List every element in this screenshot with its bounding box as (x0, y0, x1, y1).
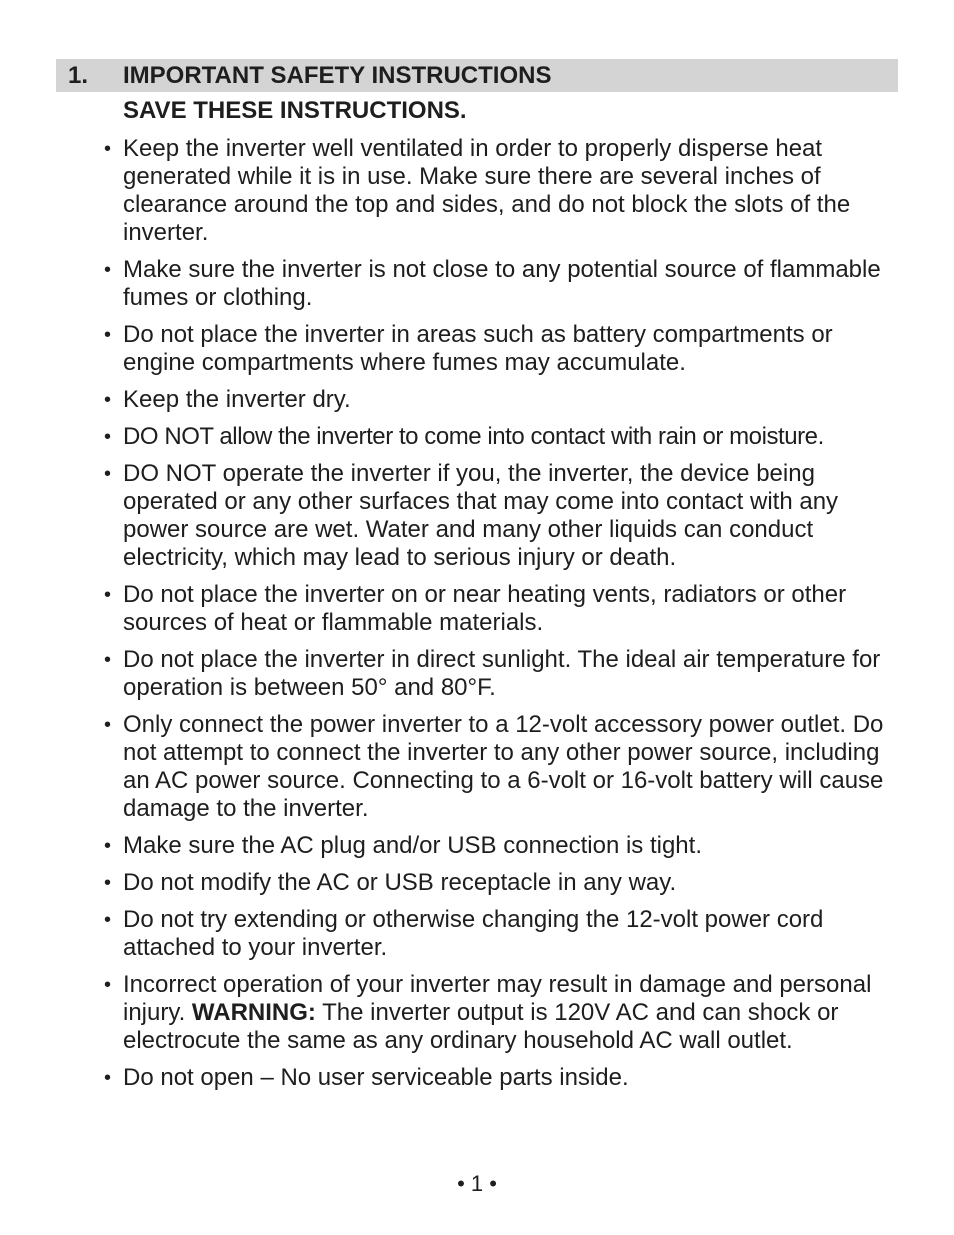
list-item-text: Make sure the inverter is not close to any potential source of flammable fumes or clothing. (123, 256, 881, 311)
list-item-text: Keep the inverter well ventilated in order to properly disperse heat generated while it is in use. Make sure there are several inches of clearance around the top and sides, and do not block the slots of the inverter. (123, 135, 851, 246)
list-item (104, 256, 904, 312)
list-item (104, 581, 904, 637)
bullet-icon: • (104, 463, 112, 485)
list-item-text: Do not place the inverter in direct sunlight. The ideal air temperature for operation is between 50° and 80°F. (123, 646, 881, 701)
list-item (104, 646, 904, 702)
list-item-text-before: Incorrect operation of your inverter may result in damage and personal injury. (123, 971, 872, 1026)
list-item (104, 1064, 904, 1092)
bullet-icon: • (104, 426, 111, 448)
list-item-text: Do not place the inverter in areas such as battery compartments or engine compartments where fumes may accumulate. (123, 321, 833, 376)
bullet-icon: • (104, 584, 112, 606)
warning-label: WARNING: (191, 999, 316, 1026)
list-item (104, 135, 904, 247)
list-item-text: DO NOT operate the inverter if you, the inverter, the device being operated or any other surfaces that may come into contact with any power source are wet. Water and many other liquids can conduct electricity, which may lead to serious injury or death. (123, 460, 839, 571)
list-item (104, 423, 904, 451)
list-item-text: Do not try extending or otherwise changing the 12-volt power cord attached to your inverter. (123, 906, 824, 961)
page-number: • 1 • (457, 1171, 497, 1196)
safety-instructions-list (104, 135, 904, 1101)
bullet-icon: • (104, 324, 112, 346)
bullet-icon: • (104, 714, 112, 736)
list-item-text: Do not place the inverter on or near heating vents, radiators or other sources of heat or flammable materials. (123, 581, 847, 636)
list-item-text: Only connect the power inverter to a 12-volt accessory power outlet. Do not attempt to connect the inverter to any other power source, including an AC power source. Connecting to a 6-volt or 16-volt battery will cause damage to the inverter. (123, 711, 884, 822)
section-title: IMPORTANT SAFETY INSTRUCTIONS (123, 62, 552, 89)
list-item-text: Do not open – No user serviceable parts inside. (123, 1064, 629, 1091)
list-item-text: Keep the inverter dry. (123, 386, 351, 413)
list-item (104, 971, 904, 1055)
list-item-text-after: The inverter output is 120V AC and can shock or electrocute the same as any ordinary household AC wall outlet. (123, 999, 839, 1054)
bullet-icon: • (104, 389, 112, 411)
list-item (104, 832, 904, 860)
list-item-text: DO NOT allow the inverter to come into contact with rain or moisture. (123, 423, 824, 450)
bullet-icon: • (104, 974, 112, 996)
list-item-text: Do not modify the AC or USB receptacle in any way. (123, 869, 677, 896)
save-instructions-heading: SAVE THESE INSTRUCTIONS. (123, 97, 467, 124)
list-item (104, 906, 904, 962)
bullet-icon: • (104, 138, 112, 160)
bullet-icon: • (104, 909, 112, 931)
bullet-icon: • (104, 649, 112, 671)
list-item (104, 321, 904, 377)
section-number: 1. (68, 62, 89, 89)
bullet-icon: • (104, 835, 112, 857)
list-item (104, 869, 904, 897)
list-item (104, 711, 904, 823)
bullet-icon: • (104, 872, 112, 894)
list-item (104, 460, 904, 572)
bullet-icon: • (104, 259, 112, 281)
list-item-text: Make sure the AC plug and/or USB connection is tight. (123, 832, 702, 859)
bullet-icon: • (104, 1067, 112, 1089)
list-item (104, 386, 904, 414)
list-item-text (123, 971, 871, 1054)
